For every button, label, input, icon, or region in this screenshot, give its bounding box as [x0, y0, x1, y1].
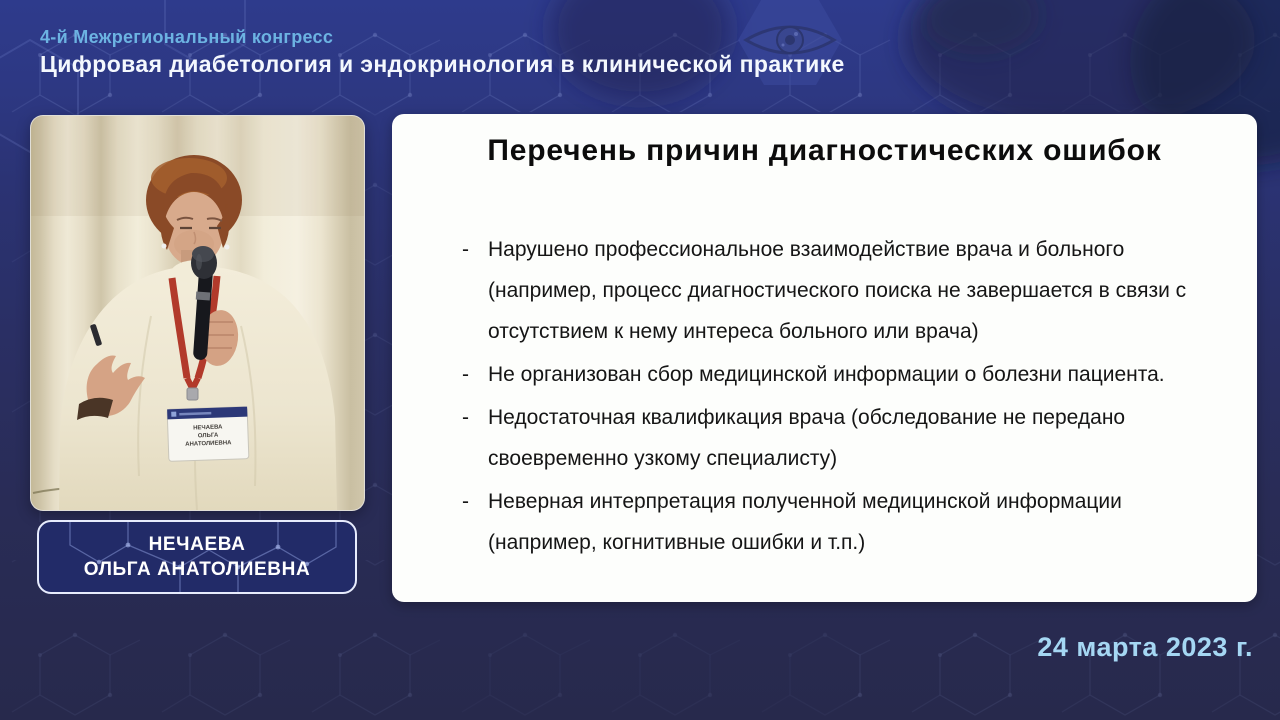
slide-bullets [462, 229, 1217, 563]
speaker-video [30, 115, 365, 511]
bullet-text: Неверная интерпретация полученной медицинской информации (например, когнитивные ошибки и т.п.) [488, 490, 1122, 554]
bullet-text: Недостаточная квалификация врача (обследование не передано своевременно узкому специалисту) [488, 406, 1126, 470]
hex-pattern-bottom-mid [420, 600, 850, 720]
badge-line-3: АНАТОЛИЕВНА [185, 440, 232, 448]
bullet-text: Не организован сбор медицинской информации о болезни пациента. [488, 363, 1165, 386]
badge-line-2: ОЛЬГА [197, 432, 219, 440]
event-date: 24 марта 2023 г. [1037, 632, 1253, 662]
bullet-item [462, 481, 1217, 563]
bullet-item [462, 354, 1217, 395]
presentation-slide [392, 114, 1257, 602]
conference-badge [167, 407, 249, 462]
bullet-dash: - [462, 406, 469, 429]
bullet-text: Нарушено профессиональное взаимодействие врача и больного (например, процесс диагностического поиска не завершается в связи с отсутствием к нему интереса больного или врача) [488, 238, 1187, 343]
speaker-name-line1: НЕЧАЕВА [148, 534, 246, 555]
bullet-dash: - [462, 363, 469, 386]
speaker-name-line2: ОЛЬГА АНАТОЛИЕВНА [83, 559, 311, 580]
bullet-item [462, 229, 1217, 352]
slide-title: Перечень причин диагностических ошибок [487, 134, 1162, 167]
bullet-dash: - [462, 490, 469, 513]
speaker-name-plate [37, 520, 357, 594]
header-congress-line: 4-й Межрегиональный конгресс [40, 27, 334, 47]
bullet-item [462, 397, 1217, 479]
badge-line-1: НЕЧАЕВА [193, 424, 223, 432]
header-title-line: Цифровая диабетология и эндокринология в клинической практике [40, 51, 845, 77]
bullet-dash: - [462, 238, 469, 261]
